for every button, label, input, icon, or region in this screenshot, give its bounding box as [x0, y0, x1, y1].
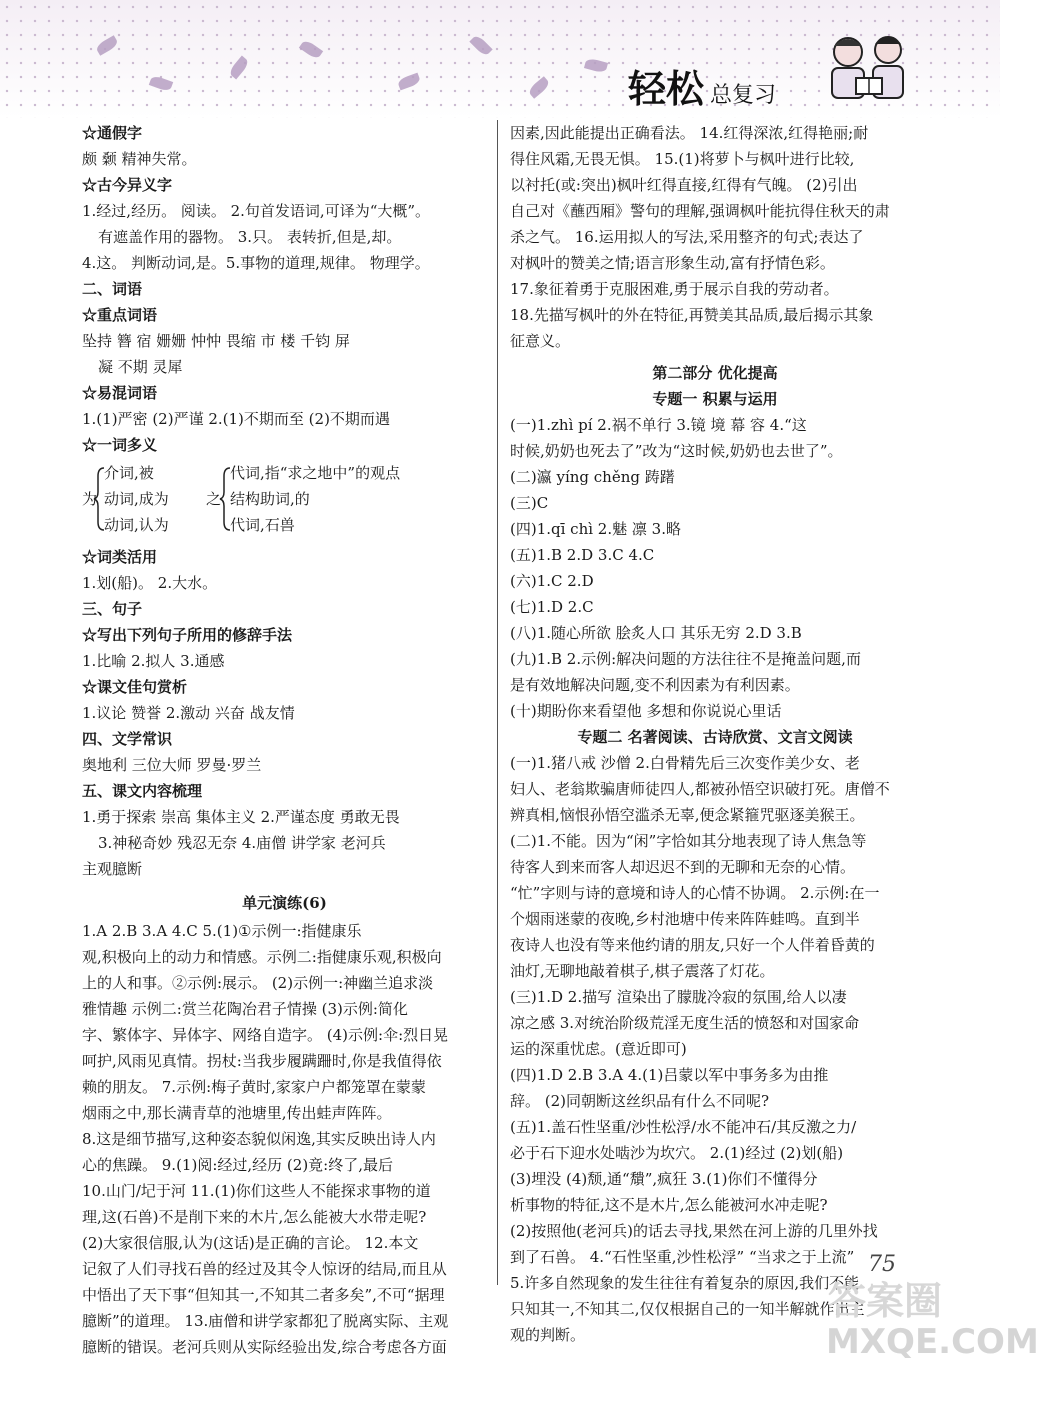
- answer-line: 夜诗人也没有等来他约请的朋友,只好一个人伴着昏黄的: [510, 936, 875, 954]
- answer-line: 字、繁体字、异体字、网络自造字。 (4)示例:伞:烈日晃: [82, 1026, 449, 1044]
- answer-line: (一)1.猪八戒 沙僧 2.白骨精先后三次变作美少女、老: [510, 754, 860, 772]
- answer-line: 主观臆断: [82, 860, 143, 878]
- answer-line: 辞。 (2)同朝断这丝织品有什么不同呢?: [510, 1092, 770, 1110]
- answer-line: (3)埋没 (4)颓,通“穨”,疯狂 3.(1)你们不懂得分: [510, 1170, 818, 1188]
- leaf-icon: [527, 76, 551, 99]
- polysemy-meaning: 结构助词,的: [230, 490, 310, 508]
- answer-line: 4.这。 判断动词,是。5.事物的道理,规律。 物理学。: [82, 254, 430, 272]
- answer-line: 有遮盖作用的器物。 3.只。 表转折,但是,却。: [98, 228, 402, 246]
- polysemy-meaning: 动词,成为: [104, 490, 169, 508]
- polysemy-meaning: 代词,石兽: [230, 516, 295, 534]
- answer-line: (二)1.不能。因为“闲”字恰如其分地表现了诗人焦急等: [510, 832, 867, 850]
- section-heading: ☆词类活用: [82, 548, 158, 566]
- section-heading: ☆重点词语: [82, 306, 158, 324]
- answer-line: (五)1.B 2.D 3.C 4.C: [510, 546, 655, 564]
- right-column: [510, 120, 920, 1348]
- polysemy-meaning: 代词,指“求之地中”的观点: [230, 464, 401, 482]
- answer-line: 臆断的错误。老河兵则从实际经验出发,综合考虑各方面: [82, 1338, 447, 1356]
- polysemy-meaning: 介词,被: [104, 464, 154, 482]
- answer-line: 理,这(石兽)不是削下来的木片,怎么能被大水带走呢?: [82, 1208, 427, 1226]
- answer-line: 奥地利 三位大师 罗曼·罗兰: [82, 756, 262, 774]
- answer-line: 上的人和事。②示例:展示。 (2)示例一:神幽兰追求淡: [82, 974, 434, 992]
- answer-line: (五)1.盖石性坚重/沙性松浮/水不能冲石/其反激之力/: [510, 1118, 857, 1136]
- answer-line: 1.(1)严密 (2)严谨 2.(1)不期而至 (2)不期而遇: [82, 410, 390, 428]
- answer-line: 凉之感 3.对统治阶级荒淫无度生活的愤怒和对国家命: [510, 1014, 860, 1032]
- answer-line: 10.山门/圮于河 11.(1)你们这些人不能探求事物的道: [82, 1182, 431, 1200]
- page-number: 75: [868, 1252, 896, 1277]
- answer-line: 对枫叶的赞美之情;语言形象生动,富有抒情色彩。: [510, 254, 835, 272]
- leaf-icon: [397, 73, 421, 91]
- book-brand-title: 轻松 总复习: [628, 67, 777, 111]
- leaf-icon: [95, 35, 120, 56]
- answer-line: 雅情趣 示例二:赏兰花陶冶君子情操 (3)示例:简化: [82, 1000, 408, 1018]
- leaf-icon: [228, 56, 251, 80]
- answer-line: (四)1.D 2.B 3.A 4.(1)吕蒙以军中事务多为由推: [510, 1066, 829, 1084]
- answer-line: 颇 颡 精神失常。: [82, 150, 197, 168]
- answer-line: (八)1.随心所欲 脍炙人口 其乐无穷 2.D 3.B: [510, 624, 802, 642]
- answer-line: 必于石下迎水处啮沙为坎穴。 2.(1)经过 (2)划(船): [510, 1144, 844, 1162]
- answer-line: (三)1.D 2.描写 渲染出了朦胧冷寂的氛围,给人以凄: [510, 988, 847, 1006]
- decorative-header-banner: [0, 0, 1000, 118]
- answer-line: 杀之气。 16.运用拟人的写法,采用整齐的句式;表达了: [510, 228, 864, 246]
- answer-line: 到了石兽。 4.“石性坚重,沙性松浮” “当求之于上流”: [510, 1248, 855, 1266]
- answer-line: 呵护,风雨见真情。拐杖:当我步履蹒跚时,你是我值得依: [82, 1052, 442, 1070]
- answer-line: 1.经过,经历。 阅读。 2.句首发语词,可译为“大概”。: [82, 202, 431, 220]
- answer-line: 自己对《蘸西厢》警句的理解,强调枫叶能抗得住秋天的肃: [510, 202, 890, 220]
- answer-line: (一)1.zhì pí 2.祸不单行 3.镜 境 幕 容 4.“这: [510, 416, 807, 434]
- watermark-logo: 答案圈: [828, 1279, 943, 1323]
- answer-line: 是有效地解决问题,变不利因素为有利因素。: [510, 676, 800, 694]
- answer-line: 18.先描写枫叶的外在特征,再赞美其品质,最后揭示其象: [510, 306, 874, 324]
- answer-line: (三)C: [510, 494, 549, 512]
- answer-line: 观,积极向上的动力和情感。示例二:指健康乐观,积极向: [82, 948, 442, 966]
- leaf-icon: [299, 39, 323, 61]
- column-divider: [497, 120, 498, 1285]
- leaf-icon: [469, 34, 492, 57]
- left-column: [82, 120, 487, 1360]
- answer-line: 5.许多自然现象的发生往往有着复杂的原因,我们不能: [510, 1274, 860, 1292]
- answer-line: 中悟出了天下事“但知其一,不知其二者多矣”,不可“据理: [82, 1286, 445, 1304]
- answer-line: 凝 不期 灵犀: [98, 358, 183, 376]
- answer-line: 8.这是细节描写,这种姿态貌似闲逸,其实反映出诗人内: [82, 1130, 436, 1148]
- section-heading: 三、句子: [82, 600, 143, 618]
- section-heading: 二、词语: [82, 280, 143, 298]
- unit-exercise-title: 单元演练(6): [242, 894, 327, 912]
- answer-line: 以衬托(或:突出)枫叶红得直接,红得有气魄。 (2)引出: [510, 176, 858, 194]
- section-heading: ☆易混词语: [82, 384, 158, 402]
- part-title: 第二部分 优化提高: [652, 364, 778, 382]
- section-heading: ☆古今异义字: [82, 176, 173, 194]
- section-heading: ☆写出下列句子所用的修辞手法: [82, 626, 293, 644]
- answer-line: 运的深重忧虑。(意近即可): [510, 1040, 687, 1058]
- answer-line: 17.象征着勇于克服困难,勇于展示自我的劳动者。: [510, 280, 839, 298]
- polysemy-bracket-diagram: [82, 460, 487, 538]
- answer-line: (九)1.B 2.示例:解决问题的方法往往不是掩盖问题,而: [510, 650, 861, 668]
- leaf-icon: [584, 57, 608, 73]
- brace-icon: [82, 460, 482, 538]
- section-heading: ☆一词多义: [82, 436, 158, 454]
- answer-line: 记叙了人们寻找石兽的经过及其令人惊讶的结局,而且从: [82, 1260, 447, 1278]
- answer-line: (二)瀛 yíng chěng 踌躇: [510, 468, 675, 486]
- answer-line: 因素,因此能提出正确看法。 14.红得深浓,红得艳丽;耐: [510, 124, 869, 142]
- answer-line: 1.议论 赞誉 2.激动 兴奋 战友情: [82, 704, 295, 722]
- answer-line: 1.划(船)。 2.大水。: [82, 574, 218, 592]
- section-heading: 四、文学常识: [82, 730, 173, 748]
- answer-line: (七)1.D 2.C: [510, 598, 594, 616]
- answer-line: (2)大家很信服,认为(这话)是正确的言论。 12.本文: [82, 1234, 419, 1252]
- answer-line: 得住风霜,无畏无惧。 15.(1)将萝卜与枫叶进行比较,: [510, 150, 855, 168]
- answer-line: 油灯,无聊地敲着棋子,棋子震落了灯花。: [510, 962, 775, 980]
- answer-line: “忙”字则与诗的意境和诗人的心情不协调。 2.示例:在一: [510, 884, 880, 902]
- answer-line: (四)1.qī chì 2.魅 凛 3.略: [510, 520, 681, 538]
- section-heading: ☆课文佳句赏析: [82, 678, 188, 696]
- polysemy-char: 为: [82, 490, 98, 508]
- answer-line: 待客人到来而客人却迟迟不到的无聊和无奈的心情。: [510, 858, 856, 876]
- children-reading-icon: [818, 30, 918, 106]
- answer-line: 1.勇于探索 崇高 集体主义 2.严谨态度 勇敢无畏: [82, 808, 400, 826]
- answer-line: 赖的朋友。 7.示例:梅子黄时,家家户户都笼罩在蒙蒙: [82, 1078, 426, 1096]
- answer-line: 1.比喻 2.拟人 3.通感: [82, 652, 225, 670]
- answer-line: 心的焦躁。 9.(1)阅:经过,经历 (2)竟:终了,最后: [82, 1156, 393, 1174]
- answer-line: 烟雨之中,那长满青草的池塘里,传出蛙声阵阵。: [82, 1104, 392, 1122]
- answer-line: 征意义。: [510, 332, 571, 350]
- answer-line: 3.神秘奇妙 残忍无奈 4.庙僧 讲学家 老河兵: [98, 834, 386, 852]
- answer-line: 只知其一,不知其二,仅仅根据自己的一知半解就作出主: [510, 1300, 865, 1318]
- answer-line: 析事物的特征,这不是木片,怎么能被河水冲走呢?: [510, 1196, 828, 1214]
- leaf-icon: [149, 75, 173, 93]
- answer-line: 1.A 2.B 3.A 4.C 5.(1)①示例一:指健康乐: [82, 922, 362, 940]
- answer-line: 妇人、老翁欺骗唐师徒四人,都被孙悟空识破打死。唐僧不: [510, 780, 890, 798]
- answer-line: (十)期盼你来看望他 多想和你说说心里话: [510, 702, 782, 720]
- section-heading: 五、课文内容梳理: [82, 782, 203, 800]
- polysemy-meaning: 动词,认为: [104, 516, 169, 534]
- answer-line: 坠持 簪 宿 姗姗 忡忡 畏缩 市 楼 千钧 屏: [82, 332, 350, 350]
- answer-line: 个烟雨迷蒙的夜晚,乡村池塘中传来阵阵蛙鸣。直到半: [510, 910, 860, 928]
- watermark-url: MXQE.COM: [826, 1322, 1039, 1362]
- topic-title: 专题二 名著阅读、古诗欣赏、文言文阅读: [577, 728, 853, 746]
- answer-line: 时候,奶奶也死去了”改为“这时候,奶奶也去世了”。: [510, 442, 843, 460]
- topic-title: 专题一 积累与运用: [652, 390, 778, 408]
- polysemy-char: 之: [206, 490, 222, 508]
- answer-line: 臆断”的道理。 13.庙僧和讲学家都犯了脱离实际、主观: [82, 1312, 449, 1330]
- answer-line: (六)1.C 2.D: [510, 572, 594, 590]
- answer-line: 辨真相,恼恨孙悟空滥杀无辜,便念紧箍咒驱逐美猴王。: [510, 806, 865, 824]
- answer-line: (2)按照他(老河兵)的话去寻找,果然在河上游的几里外找: [510, 1222, 878, 1240]
- section-heading: ☆通假字: [82, 124, 143, 142]
- answer-line: 观的判断。: [510, 1326, 586, 1344]
